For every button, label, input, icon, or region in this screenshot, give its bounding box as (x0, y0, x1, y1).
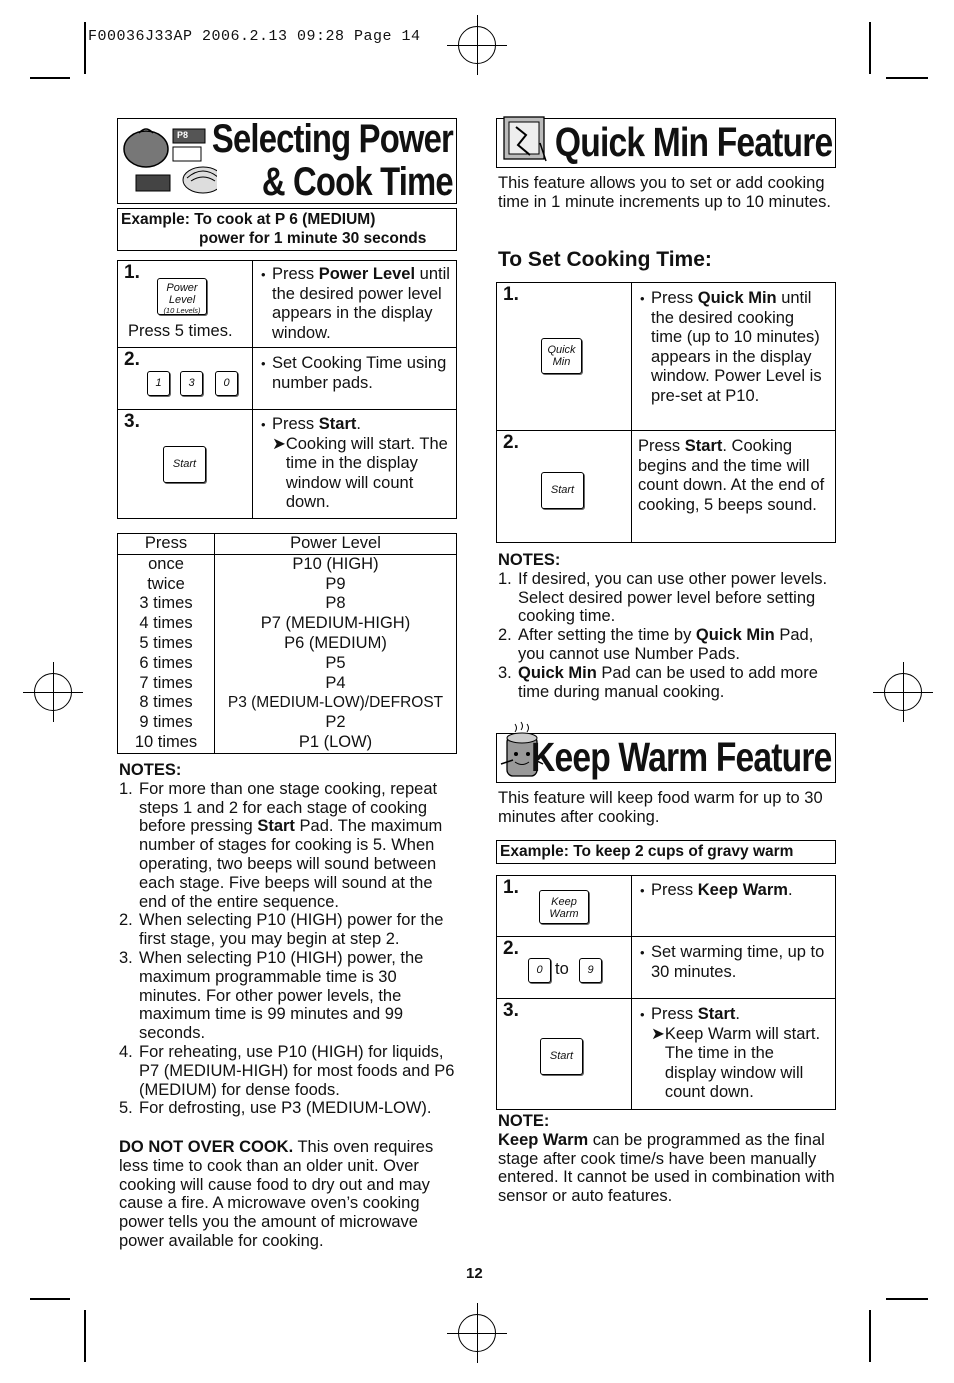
number-pad-key-icon: 1 (147, 371, 170, 396)
crop-mark (30, 77, 70, 79)
keep-warm-title: Keep Warm Feature (531, 734, 832, 780)
display-label: P8 (177, 130, 189, 140)
arrow-right-icon: ➤ (651, 1024, 665, 1043)
table-row: 5 times P6 (MEDIUM) (118, 634, 457, 654)
number-pad-key-icon: 0 (528, 958, 551, 983)
step-instruction: • Press Power Level until the desired power level appears in the display window. (259, 265, 450, 343)
start-key-icon: Start (541, 472, 584, 509)
step-row (497, 999, 836, 1110)
crop-mark (886, 1298, 928, 1300)
note-heading: NOTE: (498, 1112, 550, 1130)
step-number: 2. (124, 349, 140, 370)
step-row (497, 876, 836, 937)
step-result: ➤ Keep Warm will start. The time in the display window will count down. (651, 1024, 821, 1101)
quick-min-title-box (496, 118, 836, 168)
step-row (497, 283, 836, 431)
step-number: 2. (503, 432, 519, 453)
step-result: ➤ Cooking will start. The time in the display window will count down. (272, 434, 448, 511)
step-number: 1. (503, 877, 519, 898)
quick-min-steps-table (496, 282, 836, 543)
list-item: 3. When selecting P10 (HIGH) power, the maximum programmable time is 30 minutes. For other power levels, the maximum time is 99 minutes and 99 seconds. (119, 948, 424, 1043)
list-item: 2. When selecting P10 (HIGH) power for the first stage, you may begin at step 2. (119, 911, 444, 949)
step-row (118, 348, 457, 410)
table-header-row (118, 534, 457, 555)
registration-mark (458, 1314, 496, 1352)
registration-mark (458, 26, 496, 64)
step-row (118, 261, 457, 348)
registration-mark (884, 673, 922, 711)
step-number: 1. (503, 284, 519, 305)
quick-min-notes (498, 551, 838, 701)
cook-steps-table (117, 260, 457, 519)
quick-min-key-icon: Quick Min (541, 338, 582, 374)
keep-warm-key-icon: Keep Warm (539, 890, 589, 924)
page-title-line-1: Selecting Power (211, 117, 453, 161)
step-instruction: • Set Cooking Time using number pads. (259, 354, 450, 393)
notes-heading: NOTES: (498, 551, 561, 569)
food-illustration-icon (121, 123, 217, 201)
crop-mark (886, 77, 928, 79)
table-row: twice P9 (118, 575, 457, 595)
notes-heading: NOTES: (119, 761, 182, 779)
list-item: 2. After setting the time by Quick Min Pad, you cannot use Number Pads. (498, 626, 814, 663)
table-row: 3 times P8 (118, 594, 457, 614)
power-level-key-icon: Power Level (10 Levels) (157, 278, 207, 315)
table-row: once P10 (HIGH) (118, 554, 457, 574)
crop-mark (869, 1310, 871, 1362)
table-row: 10 times P1 (LOW) (118, 733, 457, 753)
crop-mark (84, 1310, 86, 1362)
set-cooking-time-heading: To Set Cooking Time: (498, 248, 712, 271)
keep-warm-example-box: Example: To keep 2 cups of gravy warm (496, 840, 836, 864)
crop-mark (869, 22, 871, 74)
step-instruction: • Press Start. (638, 1005, 829, 1025)
cooking-notes (119, 761, 457, 1118)
step-instruction: • Press Keep Warm. (638, 881, 829, 901)
list-item: 3. Quick Min Pad can be used to add more time during manual cooking. (498, 663, 818, 701)
list-item: 1. If desired, you can use other power levels. Select desired power level before setting cooking time. (498, 569, 828, 626)
quick-min-title: Quick Min Feature (554, 119, 832, 165)
step-instruction: • Press Quick Min until the desired cooking time (up to 10 minutes) appears in the display window. Power Level is pre-set at P10. (638, 289, 829, 406)
number-pad-key-icon: 3 (180, 371, 203, 396)
example-line-2: power for 1 minute 30 seconds (199, 230, 427, 247)
step-caption: Press 5 times. (128, 322, 233, 340)
step-row (497, 431, 836, 543)
number-pad-key-icon: 9 (579, 958, 602, 983)
keep-warm-title-box (496, 733, 836, 783)
number-pad-key-icon: 0 (215, 371, 238, 396)
step-instruction: Press Start. Cooking begins and the time will count down. At the end of cooking, 5 beeps sound. (638, 437, 825, 514)
list-item: 5. For defrosting, use P3 (MEDIUM-LOW). (119, 1099, 432, 1118)
registration-mark (34, 673, 72, 711)
table-row: 6 times P5 (118, 654, 457, 674)
step-number: 1. (124, 262, 140, 283)
step-number: 3. (503, 1000, 519, 1021)
quick-min-intro: This feature allows you to set or add cooking time in 1 minute increments up to 10 minutes. (498, 174, 831, 211)
list-item: 1. For more than one stage cooking, repeat steps 1 and 2 for each stage of cooking before pressing Start Pad. The maximum number of stages for cooking is 5. When operating, two beeps will sound between each stage. Five beeps will sound at the end of the entire sequence. (119, 779, 443, 911)
power-level-table (117, 533, 457, 754)
range-to-label: to (555, 960, 569, 978)
example-line-1: Example: To cook at P 6 (MEDIUM) (121, 211, 376, 228)
column-header-press: Press (118, 534, 215, 555)
page-number: 12 (466, 1265, 483, 1282)
table-row: 4 times P7 (MEDIUM-HIGH) (118, 614, 457, 634)
list-item: 4. For reheating, use P10 (HIGH) for liquids, P7 (MEDIUM-HIGH) for most foods and P6 (MEDIUM) for dense foods. (119, 1042, 455, 1099)
start-key-icon: Start (163, 446, 206, 483)
power-cooktime-title-box (117, 118, 457, 204)
table-row: 9 times P2 (118, 713, 457, 733)
start-key-icon: Start (540, 1038, 583, 1075)
step-number: 2. (503, 938, 519, 959)
column-header-power-level: Power Level (215, 534, 457, 555)
step-row (118, 410, 457, 519)
step-instruction: • Press Start. (259, 415, 450, 435)
keep-warm-note: NOTE: Keep Warm can be programmed as the final stage after cook time/s have been manually entered. It cannot be used in combination with sensor or auto features. (498, 1112, 838, 1206)
print-job-header: F00036J33AP 2006.2.13 09:28 Page 14 (88, 28, 421, 45)
table-row: 8 times P3 (MEDIUM-LOW)/DEFROST (118, 693, 457, 713)
page-title-line-2: & Cook Time (262, 160, 453, 204)
keep-warm-steps-table (496, 875, 836, 1110)
step-instruction: • Set warming time, up to 30 minutes. (638, 943, 829, 982)
quick-min-illustration-icon (500, 113, 554, 169)
table-row: 7 times P4 (118, 674, 457, 694)
step-number: 3. (124, 411, 140, 432)
example-box (117, 208, 457, 251)
keep-warm-intro: This feature will keep food warm for up to 30 minutes after cooking. (498, 789, 823, 826)
overcook-warning: DO NOT OVER COOK. This oven requires less time to cook than an older unit. Over cooking will cause food to dry out and may cause a fire. A microwave oven’s cooking power tells you the amount of microwave power available for cooking. (119, 1138, 434, 1250)
crop-mark (30, 1298, 70, 1300)
crop-mark (84, 22, 86, 74)
step-row (497, 937, 836, 999)
arrow-right-icon: ➤ (272, 434, 286, 453)
